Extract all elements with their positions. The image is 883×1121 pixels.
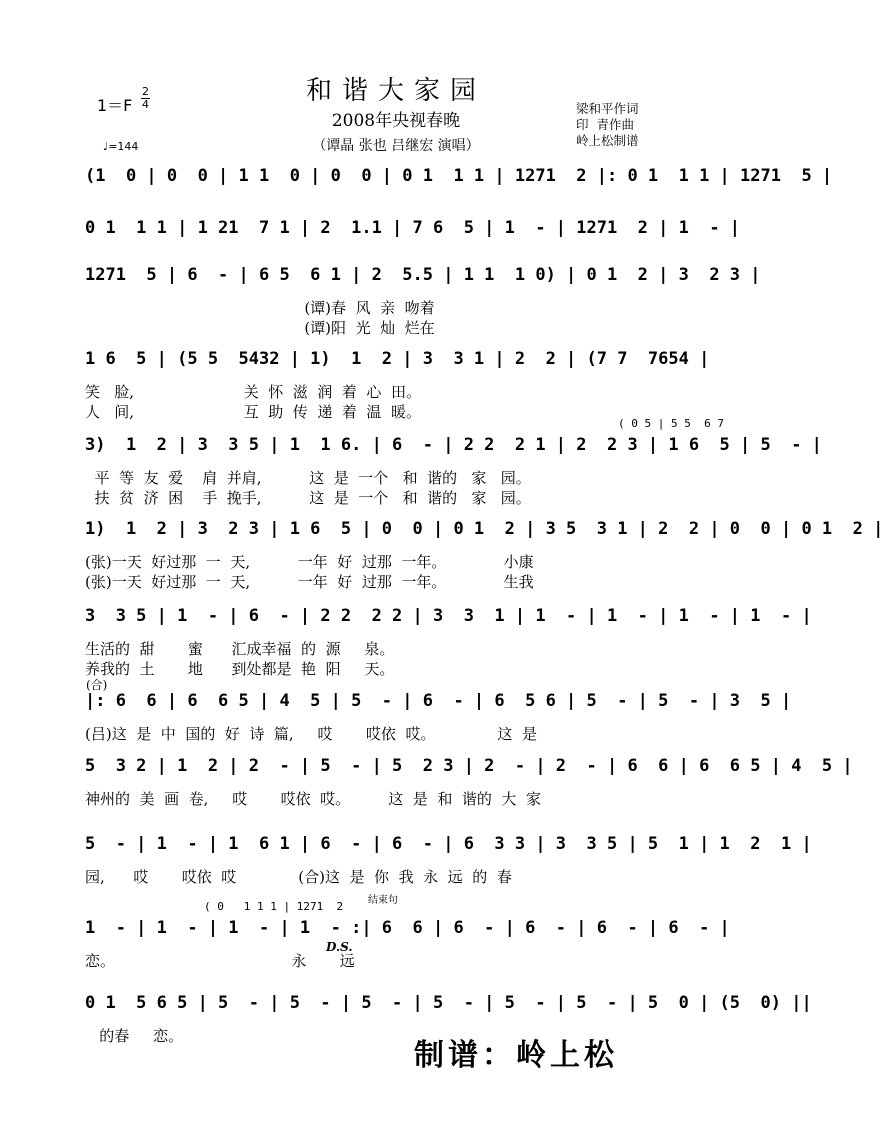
arranger-signature: 制谱：岭上松 <box>414 1038 618 1073</box>
notation-text: 1 - | 1 - | 1 - | 1 - :| 6 6 | 6 - | 6 - | 6 - | 6 - | <box>85 918 730 938</box>
score-line <box>85 257 761 293</box>
notation-text: (1 0 | 0 0 | 1 1 0 | 0 0 | 0 1 1 1 | 1271 2 |: 0 1 1 1 | 1271 5 | <box>85 166 833 186</box>
notation-text: 5 - | 1 - | 1 6 1 | 6 - | 6 - | 6 3 3 | 3 3 5 | 5 1 | 1 2 1 | <box>85 834 812 854</box>
subtitle: 2008年央视春晚 <box>331 111 461 131</box>
ds-marking: D.S. <box>326 940 353 954</box>
score-line <box>85 683 792 719</box>
notation-text: |: 6 6 | 6 6 5 | 4 5 | 5 - | 6 - | 6 5 6 | 5 - | 5 - | 3 5 | <box>85 691 792 711</box>
tempo-marking: ♩=144 <box>103 140 139 153</box>
notation-text: 1271 5 | 6 - | 6 5 6 1 | 2 5.5 | 1 1 1 0) | 0 1 2 | 3 2 3 | <box>85 265 761 285</box>
lyric-line-1: 园, 哎 哎依 哎 (合)这 是 你 我 永 远 的 春 <box>85 868 512 886</box>
lyric-line-1: 恋。 永 远 <box>85 952 355 970</box>
lyric-line-2: 养我的 土 地 到处都是 艳 阳 天。 <box>85 660 395 678</box>
lyric-line-2: 扶 贫 济 困 手 挽手, 这 是 一个 和 谐的 家 园。 <box>85 489 531 507</box>
score-line <box>85 910 730 946</box>
intro-overlay-1: ( 0 5 | 5 5 6 7 <box>618 417 724 430</box>
score-line <box>85 341 715 377</box>
score-line <box>85 511 883 547</box>
score-line <box>85 748 853 784</box>
lyric-line-2: (张)一天 好过那 一 天, 一年 好 过那 一年。 生我 <box>85 573 534 591</box>
score-line <box>85 985 812 1021</box>
score-line <box>85 826 812 862</box>
credits: 梁和平作词 印 青作曲 岭上松制谱 <box>576 101 639 148</box>
segno-label: (合) <box>86 678 108 692</box>
title: 和谐大家园 <box>305 76 486 106</box>
lyric-line-1: 生活的 甜 蜜 汇成幸福 的 源 泉。 <box>85 640 395 658</box>
notation-text: 3) 1 2 | 3 3 5 | 1 1 6. | 6 - | 2 2 2 1 | 2 2 3 | 1 6 5 | 5 - | <box>85 435 822 455</box>
time-signature <box>141 86 150 111</box>
lyric-line-1: 的春 恋。 <box>85 1027 184 1045</box>
notation-text: 1) 1 2 | 3 2 3 | 1 6 5 | 0 0 | 0 1 2 | 3 5 3 1 | 2 2 | 0 0 | 0 1 2 | <box>85 519 883 539</box>
lyric-line-2: (谭)阳 光 灿 烂在 <box>85 319 435 337</box>
lyric-line-1: 神州的 美 画 卷, 哎 哎依 哎。 这 是 和 谐的 大 家 <box>85 790 541 808</box>
intro-overlay-2: ( 0 1 1 1 | 1271 2 <box>204 900 344 913</box>
notation-text: 0 1 1 1 | 1 21 7 1 | 2 1.1 | 7 6 5 | 1 - | 1271 2 | 1 - | <box>85 218 741 238</box>
lyric-line-1: 笑 脸, 关 怀 滋 润 着 心 田。 <box>85 383 421 401</box>
key-signature: 1＝F <box>97 96 133 115</box>
score-line <box>85 427 822 463</box>
notation-text: 3 3 5 | 1 - | 6 - | 2 2 2 2 | 3 3 1 | 1 - | 1 - | 1 - | 1 - | <box>85 606 812 626</box>
ending-label: 结束句 <box>368 895 398 906</box>
lyric-line-2: 人 间, 互 助 传 递 着 温 暖。 <box>85 403 421 421</box>
notation-text: 5 3 2 | 1 2 | 2 - | 5 - | 5 2 3 | 2 - | 2 - | 6 6 | 6 6 5 | 4 5 | <box>85 756 853 776</box>
score-line <box>85 598 812 634</box>
time-signature-bottom: 4 <box>142 98 149 111</box>
lyric-line-1: (谭)春 风 亲 吻着 <box>85 299 435 317</box>
notation-text: 1 6 5 | (5 5 5432 | 1) 1 2 | 3 3 1 | 2 2 | (7 7 7654 | <box>85 349 710 369</box>
lyric-line-1: 平 等 友 爱 肩 并肩, 这 是 一个 和 谐的 家 园。 <box>85 469 531 487</box>
score-line <box>85 158 833 194</box>
lyric-line-1: (吕)这 是 中 国的 好 诗 篇, 哎 哎依 哎。 这 是 <box>85 725 537 743</box>
lyric-line-1: (张)一天 好过那 一 天, 一年 好 过那 一年。 小康 <box>85 553 534 571</box>
time-signature-top: 2 <box>142 85 149 98</box>
score-line <box>85 210 741 246</box>
notation-text: 0 1 5 6 5 | 5 - | 5 - | 5 - | 5 - | 5 - | 5 - | 5 0 | (5 0) || <box>85 993 812 1013</box>
singers: （谭晶 张也 吕继宏 演唱） <box>312 138 480 154</box>
